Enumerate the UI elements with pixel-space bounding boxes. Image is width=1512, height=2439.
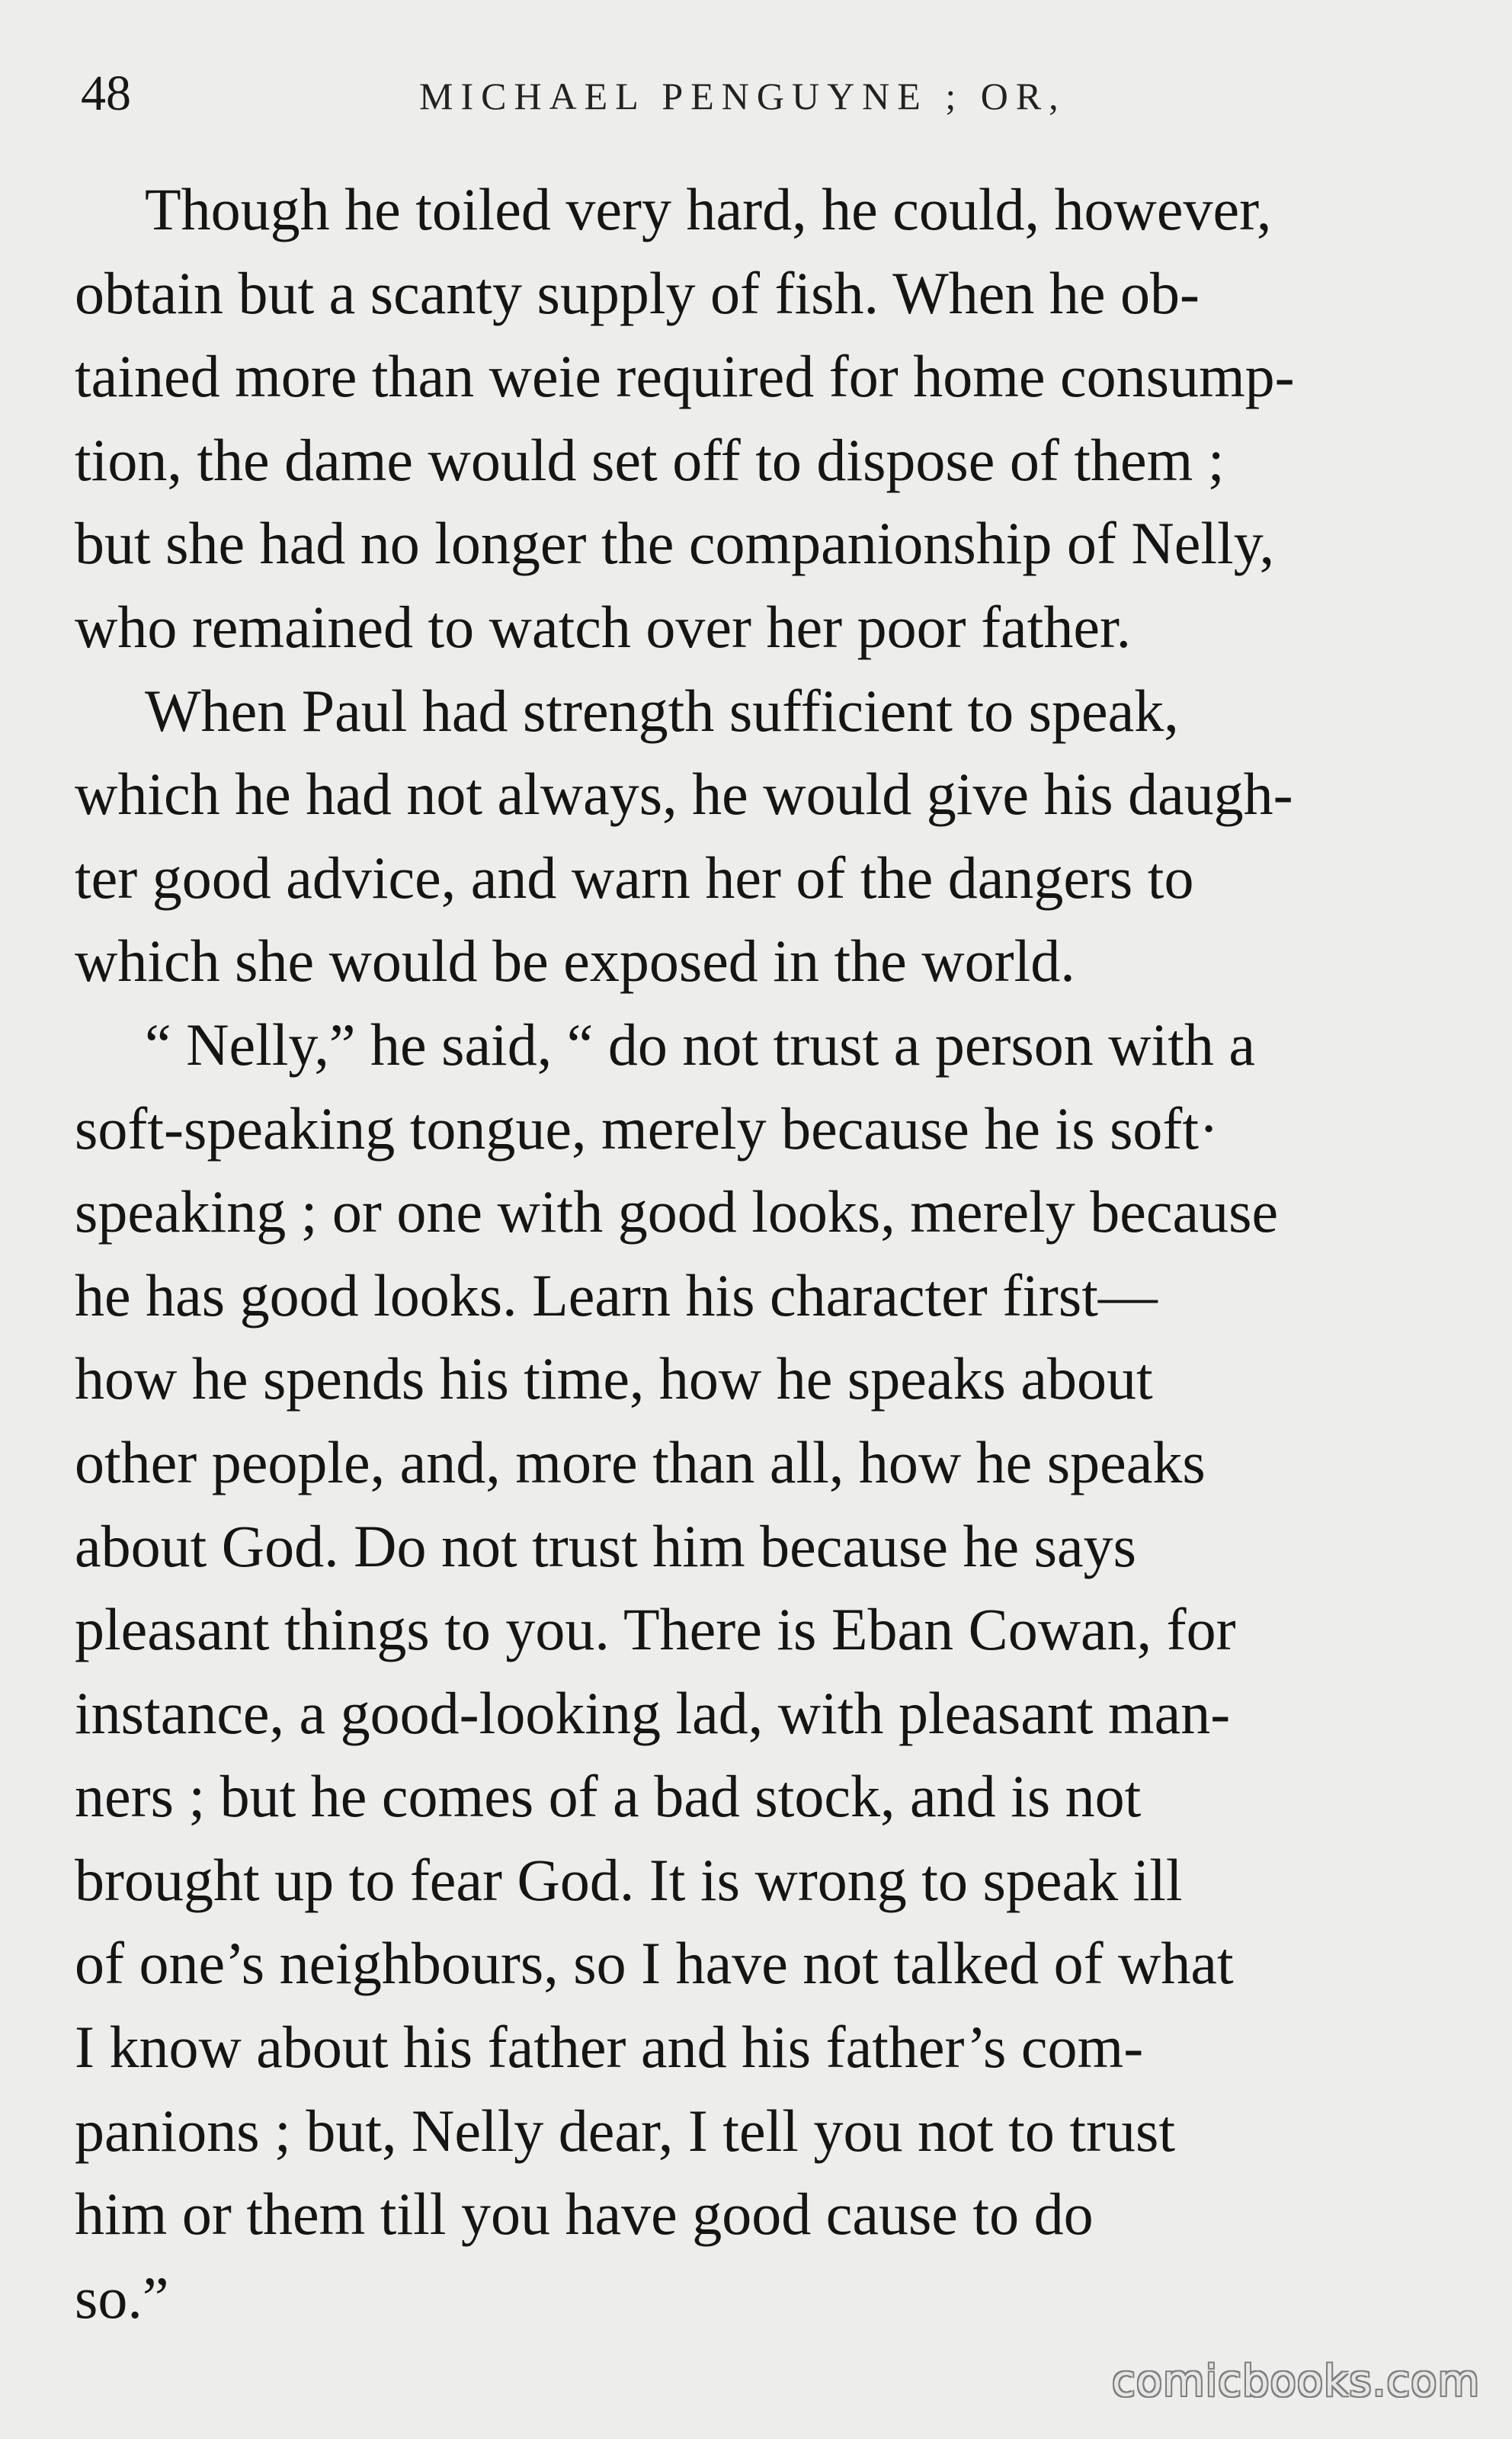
text-line: who remained to watch over her poor father. — [75, 593, 1132, 660]
text-line: of one’s neighbours, so I have not talked of what — [75, 1930, 1234, 1997]
text-line: but she had no longer the companionship of Nelly, — [75, 510, 1275, 577]
running-head: MICHAEL PENGUYNE ; OR, — [419, 75, 1066, 117]
text-line: brought up to fear God. It is wrong to speak ill — [75, 1846, 1183, 1913]
text-line: panions ; but, Nelly dear, I tell you not to trust — [75, 2097, 1175, 2164]
text-line: “ Nelly,” he said, “ do not trust a person with a — [145, 1011, 1256, 1078]
text-line: tion, the dame would set off to dispose of them ; — [75, 426, 1225, 493]
text-line: I know about his father and his father’s com- — [75, 2014, 1144, 2081]
text-line: instance, a good-looking lad, with pleasant man- — [75, 1679, 1231, 1746]
text-line: ter good advice, and warn her of the dangers to — [75, 844, 1194, 911]
text-line: Though he toiled very hard, he could, however, — [145, 176, 1272, 242]
text-line: how he spends his time, how he speaks about — [75, 1345, 1153, 1412]
body-text — [75, 168, 1434, 2339]
text-line: obtain but a scanty supply of fish. When he ob- — [75, 259, 1200, 326]
text-line: which she would be exposed in the world. — [75, 928, 1075, 995]
watermark: comicbooks.com — [1111, 2357, 1480, 2406]
text-line: ners ; but he comes of a bad stock, and is not — [75, 1763, 1142, 1830]
text-line: When Paul had strength sufficient to speak, — [145, 677, 1179, 744]
page-number: 48 — [81, 66, 131, 121]
text-line: soft-speaking tongue, merely because he is soft· — [75, 1095, 1219, 1162]
text-line: speaking ; or one with good looks, merely because — [75, 1178, 1279, 1245]
text-line: him or them till you have good cause to do — [75, 2181, 1094, 2248]
page-header — [76, 59, 1433, 128]
text-line: other people, and, more than all, how he speaks — [75, 1428, 1206, 1495]
text-line: tained more than weie required for home consump- — [75, 343, 1295, 410]
text-line: so.” — [75, 2264, 169, 2331]
text-line: he has good looks. Learn his character first— — [75, 1261, 1158, 1328]
text-line: which he had not always, he would give his daugh- — [75, 761, 1293, 828]
text-line: pleasant things to you. There is Eban Cowan, for — [75, 1596, 1236, 1663]
text-line: about God. Do not trust him because he says — [75, 1512, 1136, 1579]
